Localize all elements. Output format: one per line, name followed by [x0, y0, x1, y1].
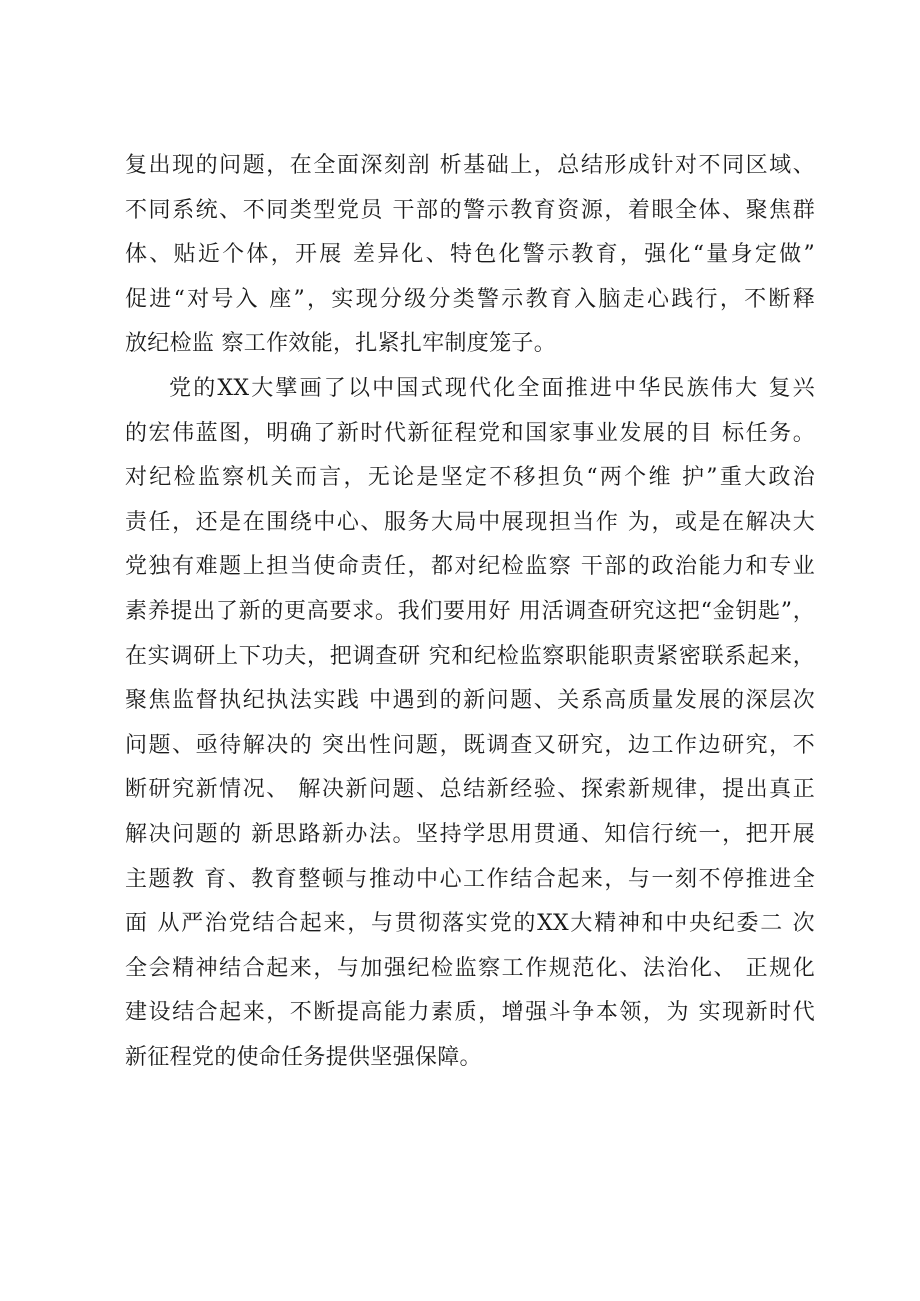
paragraph-end-line: 新征程党的使命任务提供坚强保障。 [125, 1044, 482, 1070]
text-line: 促进“对号入 座”，实现分级分类警示教育入脑走心践行，不断释 [125, 286, 815, 312]
text-line: 复出现的问题，在全面深刻剖 析基础上，总结形成针对不同区域、 [125, 153, 815, 178]
text-line: 对纪检监察机关而言，无论是坚定不移担负“两个维 护”重大政治 [125, 465, 815, 491]
text-line: 主题教 育、教育整顿与推动中心工作结合起来，与一刻不停推进全 [125, 866, 815, 892]
text-line: 的宏伟蓝图，明确了新时代新征程党和国家事业发展的目 标任务。 [125, 420, 815, 446]
text-line: 断研究新情况、 解决新问题、总结新经验、探索新规律，提出真正 [125, 777, 815, 803]
text-line: 聚焦监督执纪执法实践 中遇到的新问题、关系高质量发展的深层次 [125, 688, 815, 714]
text-line: 解决问题的 新思路新办法。坚持学思用贯通、知信行统一，把开展 [125, 821, 815, 847]
text-line: 建设结合起来，不断提高能力素质，增强斗争本领，为 实现新时代 [125, 1000, 815, 1026]
text-line: 问题、亟待解决的 突出性问题，既调查又研究，边工作边研究，不 [125, 732, 815, 758]
text-line: 素养提出了新的更高要求。我们要用好 用活调查研究这把“金钥匙”， [125, 598, 815, 624]
text-line: 党独有难题上担当使命责任，都对纪检监察 干部的政治能力和专业 [125, 554, 815, 580]
text-line: 全会精神结合起来，与加强纪检监察工作规范化、法治化、 正规化 [125, 955, 815, 981]
text-line: 责任，还是在围绕中心、服务大局中展现担当作 为，或是在解决大 [125, 509, 815, 535]
text-line: 体、贴近个体，开展 差异化、特色化警示教育，强化“量身定做” [125, 242, 815, 268]
text-line: 在实调研上下功夫，把调查研 究和纪检监察职能职责紧密联系起来， [125, 643, 815, 669]
body-text [125, 144, 815, 1080]
paragraph-end-line: 放纪检监 察工作效能，扎紧扎牢制度笼子。 [125, 331, 556, 357]
paragraph-start-line: 党的XX大擘画了以中国式现代化全面推进中华民族伟大 复兴 [169, 375, 815, 401]
text-line: 不同系统、不同类型党员 干部的警示教育资源，着眼全体、聚焦群 [125, 197, 815, 223]
text-line: 面 从严治党结合起来，与贯彻落实党的XX大精神和中央纪委二 次 [125, 911, 815, 937]
